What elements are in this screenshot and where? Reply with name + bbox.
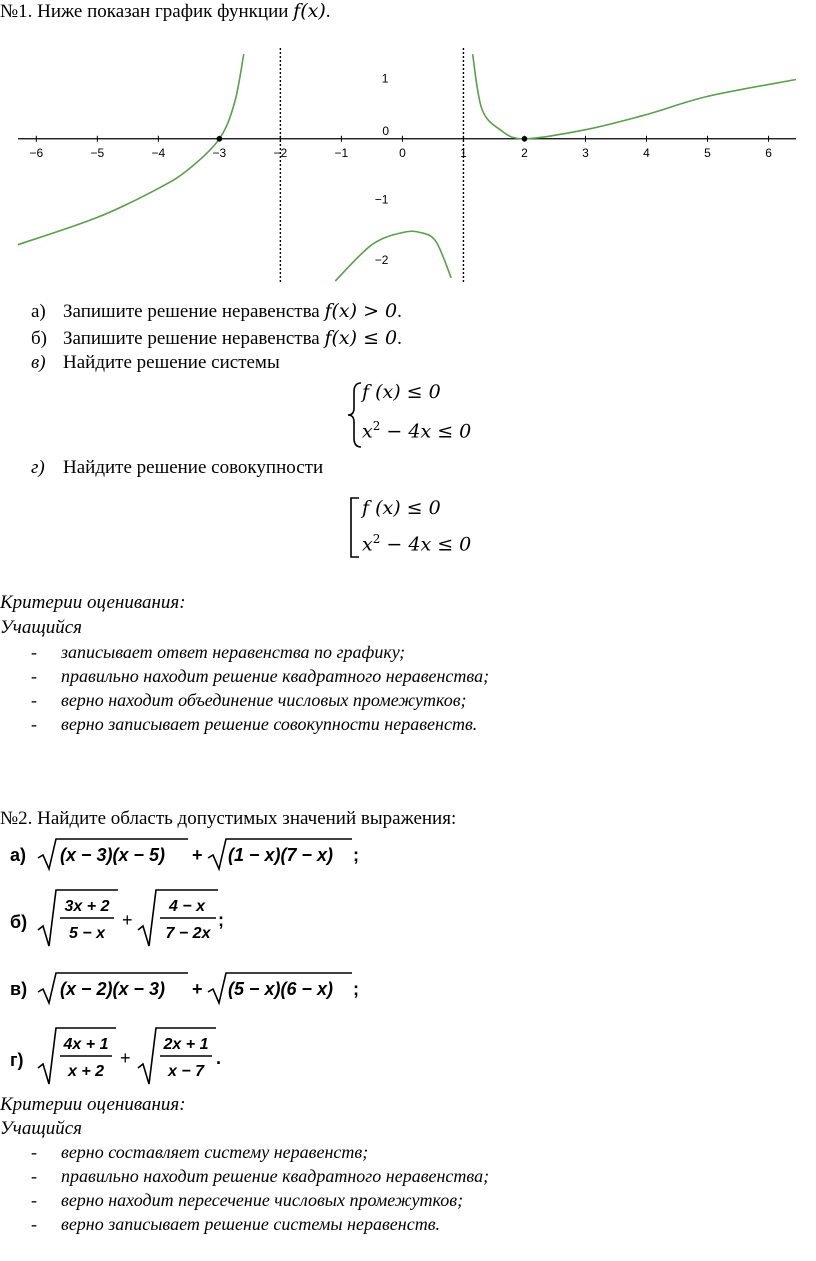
x-tick-label: 4 [643, 145, 650, 160]
criteria2-item-text: верно находит пересечение числовых промежутков; [61, 1190, 464, 1210]
system-line2-rest: − 4x ≤ 0 [380, 420, 472, 443]
task1-title-func: f(x) [293, 0, 326, 22]
system-line2-x: x [362, 420, 373, 443]
task2-expr-b-num1: 3x + 2 [64, 898, 110, 915]
task2-expr-a-plus: + [192, 845, 203, 865]
criteria2-item: - верно записывает решение системы неравенств. [31, 1214, 441, 1234]
function-curve [335, 231, 451, 281]
criteria1-item: - верно находит объединение числовых промежутков; [31, 690, 467, 710]
task1-item-g-text: Найдите решение совокупности [63, 457, 324, 478]
task2-expr-g-label: г) [10, 1050, 24, 1070]
task2-expr-g-end: . [216, 1048, 222, 1068]
x-tick-label: −5 [90, 145, 105, 160]
task2-expr-b-plus: + [122, 910, 133, 930]
x-tick-label: 3 [582, 145, 589, 160]
criteria2-item: - верно составляет систему неравенств; [31, 1142, 369, 1162]
task1-item-a-text: Запишите решение неравенства [63, 301, 325, 322]
x-tick-label: 6 [765, 145, 772, 160]
aggregate-line2-rest: − 4x ≤ 0 [380, 533, 472, 556]
task1-item-a-math: f(x) > 0 [324, 300, 398, 322]
task2-expr-b-end: ; [218, 910, 224, 930]
x-tick-label: 5 [704, 145, 711, 160]
task2-expr-g [0, 1024, 380, 1088]
x-tick-label: 2 [521, 145, 528, 160]
task1-item-v-label: в) [31, 352, 46, 373]
task1-item-a-end: . [397, 301, 402, 322]
task2-expr-g-den2: x − 7 [167, 1063, 205, 1080]
task2-title: №2. Найдите область допустимых значений выражения: [0, 808, 457, 829]
criteria1-item: - правильно находит решение квадратного неравенства; [31, 666, 490, 686]
task1-item-b-end: . [397, 328, 402, 349]
task1-item-b-text: Запишите решение неравенства [63, 328, 325, 349]
task1-item-g-label: г) [31, 457, 45, 478]
function-curve [18, 54, 244, 245]
task2-expr-b-num2: 4 − x [168, 898, 206, 915]
criteria2-subject: Учащийся [0, 1118, 82, 1139]
task1-item-v [31, 352, 280, 374]
system-line2-sup: 2 [372, 419, 381, 433]
task1-item-a-label: а) [31, 301, 46, 322]
criteria1-item-text: верно находит объединение числовых промежутков; [61, 690, 467, 710]
task2-expr-v-label: в) [10, 979, 28, 999]
criteria1-title: Критерии оценивания: [0, 592, 186, 613]
criteria2-item-text: верно составляет систему неравенств; [61, 1142, 369, 1162]
x-tick-label: −2 [273, 145, 288, 160]
x-tick-label: −3 [212, 145, 227, 160]
criteria1-item: - верно записывает решение совокупности неравенств. [31, 714, 478, 734]
criteria2-item-text: верно записывает решение системы неравенств. [61, 1214, 441, 1234]
task1-title-suffix: . [325, 1, 331, 22]
aggregate-line2-sup: 2 [372, 532, 381, 546]
task2-expr-g-den1: x + 2 [67, 1063, 105, 1080]
task2-expr-b-den1: 5 − x [68, 925, 106, 942]
criteria2-item-text: правильно находит решение квадратного неравенства; [61, 1166, 490, 1186]
task2-expr-g-num1: 4x + 1 [63, 1036, 109, 1053]
task1-item-v-text: Найдите решение системы [63, 352, 280, 373]
system-line1 [362, 381, 441, 403]
task2-expr-v-plus: + [192, 979, 203, 999]
y-tick-label: 1 [381, 71, 389, 86]
criteria2-item: - верно находит пересечение числовых промежутков; [31, 1190, 464, 1210]
task1-item-b [31, 327, 402, 350]
aggregate-line1-text: f (x) ≤ 0 [362, 497, 441, 519]
task2-expr-v [0, 970, 380, 1010]
task2-expr-a-root2: (1 − x)(7 − x) [228, 845, 334, 865]
criteria1-item-text: верно записывает решение совокупности неравенств. [61, 714, 478, 734]
task1-item-a [31, 300, 402, 323]
function-curve [473, 54, 796, 139]
x-tick-label: −4 [151, 145, 166, 160]
system-line2 [362, 419, 471, 442]
task2-expr-a [0, 836, 380, 876]
task1-item-b-math: f(x) ≤ 0 [324, 327, 398, 349]
task2-expr-g-plus: + [120, 1048, 131, 1068]
x-tick-label: 1 [460, 145, 467, 160]
task1-item-g [31, 457, 323, 479]
task2-expr-a-end: ; [353, 845, 359, 865]
criteria1-item: - записывает ответ неравенства по графику; [31, 642, 406, 662]
task1-title-prefix: №1. Ниже показан график функции [0, 1, 294, 22]
criteria2-title: Критерии оценивания: [0, 1094, 186, 1115]
task2-expr-b-den2: 7 − 2x [165, 925, 211, 942]
task2-expr-g-num2: 2x + 1 [163, 1036, 209, 1053]
criteria1-subject: Учащийся [0, 617, 82, 638]
system-line1-text: f (x) ≤ 0 [362, 381, 441, 403]
marked-point [217, 136, 223, 142]
marked-point [522, 136, 528, 142]
x-tick-label: −1 [334, 145, 349, 160]
y-tick-label: −1 [374, 192, 389, 207]
x-tick-label: 0 [399, 145, 406, 160]
task2-expr-b-label: б) [10, 912, 28, 932]
criteria2-item: - правильно находит решение квадратного неравенства; [31, 1166, 490, 1186]
task2-expr-v-root1: (x − 2)(x − 3) [60, 979, 166, 999]
criteria1-item-text: записывает ответ неравенства по графику; [61, 642, 406, 662]
task1-title [0, 0, 330, 23]
task2-expr-a-label: а) [10, 845, 27, 865]
task2-expr-a-root1: (x − 3)(x − 5) [60, 845, 166, 865]
aggregate-line2 [362, 532, 471, 555]
function-graph [0, 40, 816, 290]
task2-expr-b [0, 886, 380, 950]
task2-expr-v-end: ; [353, 979, 359, 999]
task1-item-b-label: б) [31, 328, 47, 349]
x-tick-label: −6 [29, 145, 44, 160]
criteria1-item-text: правильно находит решение квадратного неравенства; [61, 666, 490, 686]
origin-label: 0 [382, 123, 390, 138]
task2-expr-v-root2: (5 − x)(6 − x) [228, 979, 334, 999]
aggregate-line2-x: x [362, 533, 373, 556]
aggregate-line1 [362, 497, 441, 519]
y-tick-label: −2 [374, 252, 389, 267]
